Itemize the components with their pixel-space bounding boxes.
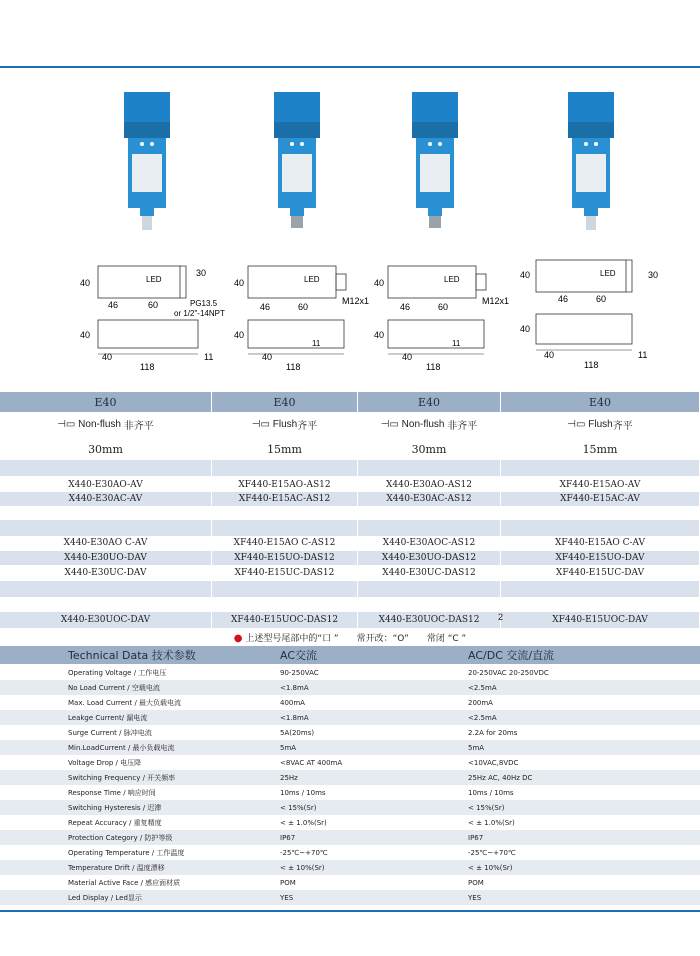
suffix-note: ● 上述型号尾部中的“口 ” 常开改：“O” 常闭 “C ” [233,632,467,644]
col2-mount: ⊣▭ Flush 齐平 [212,414,358,434]
spec-value: POM [468,878,484,887]
col2-distance: 15mm [212,440,358,458]
spec-name: Switching Hysteresis / 迟滞 [68,803,162,812]
model-cell: XF440-E15UC-DAS12 [212,566,358,580]
table-row [0,740,700,755]
col4-mount: ⊣▭ Flush 齐平 [501,414,700,434]
spec-value: < ± 1.0%(Sr) [468,818,515,827]
col2-type: E40 [212,392,358,412]
table-row [0,860,700,875]
svg-text:PG13.5: PG13.5 [190,299,218,308]
model-cell: XF440-E15AO-AS12 [212,478,358,492]
col3-mount: ⊣▭ Non-flush 非齐平 [358,414,501,434]
spec-value: 5mA [468,743,485,752]
table-row [0,815,700,830]
spec-name: Material Active Face / 感应面材质 [68,878,181,887]
model-cell: X440-E30AC-AV [0,492,212,506]
table-row [0,492,700,506]
model-cell: X440-E30AO-AV [0,478,212,492]
svg-text:60: 60 [596,294,607,304]
svg-text:11: 11 [452,339,461,348]
table-row [0,695,700,710]
table-row [0,785,700,800]
drawing-4 [518,258,678,376]
svg-text:60: 60 [148,300,159,310]
spacer-band [0,520,700,536]
table-row [0,536,700,550]
bullet-icon: ● [233,632,243,644]
spacer-band [0,460,700,476]
svg-text:or 1/2"-14NPT: or 1/2"-14NPT [174,309,225,318]
tech-header-ac: AC交流 [280,649,318,662]
table-row [0,725,700,740]
model-cell: XF440-E15UO-DAS12 [212,551,358,565]
svg-text:60: 60 [438,302,449,312]
svg-text:40: 40 [374,330,385,340]
table-row [0,770,700,785]
spec-name: Surge Current / 脉冲电流 [68,728,152,737]
svg-text:118: 118 [140,362,155,372]
svg-text:LED: LED [600,269,616,278]
spec-name: Operating Voltage / 工作电压 [68,668,167,677]
svg-text:40: 40 [102,352,113,362]
model-cell: XF440-E15UOC-DAS12 [212,612,358,628]
model-cell: XF440-E15UC-DAV [501,566,700,580]
sensor-photo-1 [122,92,172,232]
spec-name: Protection Category / 防护等级 [68,833,173,842]
tech-header-acdc: AC/DC 交流/直流 [468,649,555,662]
drawing-3 [372,258,522,376]
svg-text:40: 40 [234,330,245,340]
col1-mount: ⊣▭ Non-flush 非齐平 [0,414,212,434]
col4-distance: 15mm [501,440,700,458]
spec-value: <8VAC AT 400mA [280,758,343,767]
svg-text:LED: LED [444,275,460,284]
model-cell: XF440-E15AO C-AV [501,536,700,550]
col3-distance: 30mm [358,440,501,458]
svg-text:60: 60 [298,302,309,312]
model-cell: X440-E30UC-DAV [0,566,212,580]
svg-text:40: 40 [520,324,531,334]
spec-name: Operating Temperature / 工作温度 [68,848,185,857]
spec-value: < ± 10%(Sr) [280,863,325,872]
model-cell: X440-E30UO-DAS12 [358,551,501,565]
table-row [0,830,700,845]
svg-text:40: 40 [520,270,531,280]
spacer-row [0,506,700,520]
svg-text:11: 11 [204,352,214,362]
spec-value: <2.5mA [468,683,497,692]
spec-value: <1.8mA [280,683,309,692]
sensor-photo-2 [272,92,322,232]
model-cell: XF440-E15AO-AV [501,478,700,492]
spec-name: Response Time / 响应时间 [68,788,156,797]
svg-text:40: 40 [234,278,245,288]
svg-text:11: 11 [638,350,648,360]
spec-value: 400mA [280,698,305,707]
spec-value: 5A(20ms) [280,728,315,737]
spec-value: <2.5mA [468,713,497,722]
spec-value: 20-250VAC 20-250VDC [468,668,549,677]
col4-type: E40 [501,392,700,412]
spec-value: YES [280,893,294,902]
flush-icon: ⊣▭ [251,418,270,430]
nonflush-icon: ⊣▭ [57,418,76,430]
svg-text:40: 40 [80,330,91,340]
spec-value: < 15%(Sr) [468,803,505,812]
table-row [0,710,700,725]
svg-text:118: 118 [286,362,301,372]
table-row [0,665,700,680]
flush-icon: ⊣▭ [567,418,586,430]
model-cell: XF440-E15AC-AS12 [212,492,358,506]
svg-text:M12x1: M12x1 [482,296,510,306]
model-cell: X440-E30AO C-AV [0,536,212,550]
spec-name: Led Display / Led显示 [68,893,142,902]
model-cell: X440-E30UOC-DAS12 [358,612,501,628]
svg-text:118: 118 [426,362,441,372]
table-row [0,566,700,580]
spec-value: 10ms / 10ms [280,788,326,797]
spec-name: Temperature Drift / 温度漂移 [68,863,165,872]
mount-row [0,414,700,434]
spec-value: 200mA [468,698,493,707]
spec-value: -25℃~+70℃ [280,848,328,857]
svg-text:46: 46 [260,302,271,312]
spec-value: POM [280,878,296,887]
spec-value: 25Hz AC, 40Hz DC [468,773,533,782]
table-row [0,680,700,695]
sensor-photo-3 [410,92,460,232]
model-cell: X440-E30AC-AS12 [358,492,501,506]
svg-text:LED: LED [146,275,162,284]
table-row [0,612,700,628]
tech-header-title: Technical Data 技术参数 [68,649,196,662]
spec-value: < 15%(Sr) [280,803,317,812]
spec-value: IP67 [468,833,484,842]
svg-text:30: 30 [648,270,659,280]
svg-text:40: 40 [402,352,413,362]
spec-value: 25Hz [280,773,298,782]
model-cell: XF440-E15AC-AV [501,492,700,506]
model-cell: XF440-E15UO-DAV [501,551,700,565]
spec-name: Repeat Accuracy / 重复精度 [68,818,162,827]
spec-value: -25℃~+70℃ [468,848,516,857]
svg-text:46: 46 [108,300,119,310]
svg-text:40: 40 [544,350,555,360]
table-row [0,875,700,890]
spacer-band [0,581,700,597]
drawing-1 [78,258,238,376]
sensor-photo-4 [566,92,616,232]
spec-value: 10ms / 10ms [468,788,514,797]
svg-text:46: 46 [400,302,411,312]
model-cell: XF440-E15UOC-DAV [501,612,700,628]
model-cell: X440-E30UOC-DAV [0,612,212,628]
svg-text:46: 46 [558,294,569,304]
spec-value: IP67 [280,833,296,842]
svg-text:40: 40 [374,278,385,288]
spec-name: Max. Load Current / 最大负载电流 [68,698,182,707]
tech-header [0,646,700,664]
table-row [0,478,700,492]
spacer-row [0,597,700,611]
type-row [0,392,700,412]
svg-text:30: 30 [196,268,207,278]
svg-text:11: 11 [312,339,321,348]
spec-name: Min.LoadCurrent / 最小负载电流 [68,743,175,752]
spec-name: Leakge Current/ 漏电流 [68,713,148,722]
model-cell: X440-E30AOC-AS12 [358,536,501,550]
bottom-rule [0,910,700,912]
drawing-2 [232,258,385,376]
spec-value: 5mA [280,743,297,752]
table-row [0,890,700,905]
spec-value: 2.2A for 20ms [468,728,518,737]
spec-value: < ± 1.0%(Sr) [280,818,327,827]
model-cell: X440-E30UO-DAV [0,551,212,565]
svg-text:M12x1: M12x1 [342,296,370,306]
svg-text:118: 118 [584,360,599,370]
table-row [0,800,700,815]
spec-name: Switching Frequency / 开关频率 [68,773,176,782]
model-cell: X440-E30UC-DAS12 [358,566,501,580]
spec-value: 90-250VAC [280,668,319,677]
col3-type: E40 [358,392,501,412]
nonflush-icon: ⊣▭ [380,418,399,430]
top-rule [0,66,700,68]
col1-distance: 30mm [0,440,212,458]
spec-name: No Load Current / 空载电流 [68,683,160,692]
model-cell: X440-E30AO-AS12 [358,478,501,492]
table-row [0,755,700,770]
table-row [0,551,700,565]
col1-type: E40 [0,392,212,412]
table-row [0,845,700,860]
spec-name: Voltage Drop / 电压降 [68,758,142,767]
spec-value: < ± 10%(Sr) [468,863,513,872]
spec-value: <1.8mA [280,713,309,722]
svg-text:LED: LED [304,275,320,284]
spec-value: <10VAC,8VDC [468,758,519,767]
svg-text:40: 40 [80,278,91,288]
spec-value: YES [468,893,482,902]
page-mark: 2 [498,612,504,622]
svg-text:40: 40 [262,352,273,362]
model-cell: XF440-E15AO C-AS12 [212,536,358,550]
distance-row [0,440,700,458]
